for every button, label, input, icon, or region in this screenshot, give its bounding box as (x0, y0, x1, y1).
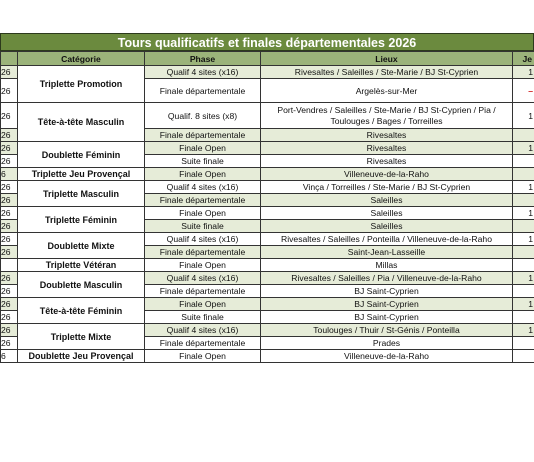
date-cell: 26 (1, 129, 18, 142)
venue-cell: Saint-Jean-Lasseille (261, 246, 513, 259)
phase-cell: Finale Open (145, 142, 261, 155)
phase-cell: Finale Open (145, 350, 261, 363)
venue-cell: BJ Saint-Cyprien (261, 298, 513, 311)
phase-cell: Finale départementale (145, 337, 261, 350)
venue-cell: Rivesaltes / Saleilles / Ponteilla / Villeneuve-de-la-Raho (261, 233, 513, 246)
phase-cell: Finale Open (145, 298, 261, 311)
jeu-cell (513, 259, 534, 272)
venue-cell: Vinça / Torreilles / Ste-Marie / BJ St-Cyprien (261, 181, 513, 194)
phase-cell: Finale Open (145, 207, 261, 220)
header-categorie: Catégorie (18, 52, 145, 66)
date-cell: 26 (1, 79, 18, 103)
venue-cell: Villeneuve-de-la-Raho (261, 350, 513, 363)
date-cell: 26 (1, 233, 18, 246)
jeu-cell (513, 311, 534, 324)
phase-cell: Qualif 4 sites (x16) (145, 181, 261, 194)
category-cell: Doublette Masculin (18, 272, 145, 298)
category-cell: Triplette Jeu Provençal (18, 168, 145, 181)
date-cell: 26 (1, 103, 18, 129)
date-cell: 26 (1, 246, 18, 259)
category-cell: Triplette Féminin (18, 207, 145, 233)
date-cell: 26 (1, 181, 18, 194)
phase-cell: Qualif 4 sites (x16) (145, 66, 261, 79)
table-row (1, 168, 534, 181)
phase-cell: Finale départementale (145, 194, 261, 207)
venue-cell: Saleilles (261, 194, 513, 207)
jeu-cell: 1 (513, 207, 534, 220)
date-cell: 26 (1, 272, 18, 285)
venue-cell: Toulouges / Thuir / St-Génis / Ponteilla (261, 324, 513, 337)
jeu-cell (513, 168, 534, 181)
header-phase: Phase (145, 52, 261, 66)
table-row (1, 324, 534, 337)
jeu-cell: – (513, 79, 534, 103)
category-cell: Tête-à-tête Féminin (18, 298, 145, 324)
phase-cell: Qualif 4 sites (x16) (145, 272, 261, 285)
jeu-cell: 1 (513, 233, 534, 246)
phase-cell: Finale Open (145, 168, 261, 181)
table-row (1, 298, 534, 311)
jeu-cell: 1 (513, 324, 534, 337)
venue-cell: Prades (261, 337, 513, 350)
table-row (1, 142, 534, 155)
table-row (1, 207, 534, 220)
phase-cell: Qualif 4 sites (x16) (145, 324, 261, 337)
date-cell: 26 (1, 207, 18, 220)
date-cell: 6 (1, 168, 18, 181)
jeu-cell (513, 129, 534, 142)
venue-cell: Rivesaltes (261, 129, 513, 142)
category-cell: Triplette Promotion (18, 66, 145, 103)
date-cell (1, 259, 18, 272)
category-cell: Doublette Mixte (18, 233, 145, 259)
venue-cell: Rivesaltes (261, 142, 513, 155)
table-row (1, 272, 534, 285)
header-jeu: Je (513, 52, 534, 66)
schedule-sheet (0, 33, 534, 363)
phase-cell: Suite finale (145, 220, 261, 233)
date-cell: 6 (1, 350, 18, 363)
jeu-cell (513, 155, 534, 168)
header-row (1, 52, 534, 66)
category-cell: Triplette Masculin (18, 181, 145, 207)
category-cell: Triplette Vétéran (18, 259, 145, 272)
date-cell: 26 (1, 311, 18, 324)
date-cell: 26 (1, 298, 18, 311)
table-row (1, 350, 534, 363)
date-cell: 26 (1, 155, 18, 168)
category-cell: Doublette Féminin (18, 142, 145, 168)
phase-cell: Finale départementale (145, 129, 261, 142)
jeu-cell (513, 194, 534, 207)
schedule-body (1, 66, 534, 363)
venue-cell: Villeneuve-de-la-Raho (261, 168, 513, 181)
category-cell: Triplette Mixte (18, 324, 145, 350)
jeu-cell (513, 285, 534, 298)
category-cell: Tête-à-tête Masculin (18, 103, 145, 142)
category-cell: Doublette Jeu Provençal (18, 350, 145, 363)
venue-cell: Port-Vendres / Saleilles / Ste-Marie / BJ St-Cyprien / Pia / Toulouges / Bages / Torreilles (261, 103, 513, 129)
date-cell: 26 (1, 194, 18, 207)
phase-cell: Suite finale (145, 155, 261, 168)
venue-cell: Rivesaltes / Saleilles / Pia / Villeneuve-de-la-Raho (261, 272, 513, 285)
table-row (1, 259, 534, 272)
venue-cell: Saleilles (261, 207, 513, 220)
table-row (1, 233, 534, 246)
phase-cell: Finale départementale (145, 246, 261, 259)
venue-cell: BJ Saint-Cyprien (261, 285, 513, 298)
date-cell: 26 (1, 324, 18, 337)
phase-cell: Finale départementale (145, 285, 261, 298)
jeu-cell: 1 (513, 66, 534, 79)
jeu-cell (513, 337, 534, 350)
venue-cell: Argelès-sur-Mer (261, 79, 513, 103)
sheet-title: Tours qualificatifs et finales départementales 2026 (0, 33, 534, 51)
jeu-cell: 1 (513, 103, 534, 129)
venue-cell: Rivesaltes (261, 155, 513, 168)
jeu-cell: 1 (513, 272, 534, 285)
header-date (1, 52, 18, 66)
date-cell: 26 (1, 220, 18, 233)
date-cell: 26 (1, 142, 18, 155)
table-row (1, 103, 534, 129)
date-cell: 26 (1, 337, 18, 350)
phase-cell: Finale départementale (145, 79, 261, 103)
schedule-table (0, 51, 534, 363)
table-row (1, 181, 534, 194)
venue-cell: Saleilles (261, 220, 513, 233)
phase-cell: Qualif. 8 sites (x8) (145, 103, 261, 129)
jeu-cell (513, 350, 534, 363)
venue-cell: Rivesaltes / Saleilles / Ste-Marie / BJ St-Cyprien (261, 66, 513, 79)
jeu-cell: 1 (513, 181, 534, 194)
jeu-cell (513, 220, 534, 233)
date-cell: 26 (1, 285, 18, 298)
venue-cell: BJ Saint-Cyprien (261, 311, 513, 324)
phase-cell: Qualif 4 sites (x16) (145, 233, 261, 246)
venue-cell: Millas (261, 259, 513, 272)
jeu-cell (513, 246, 534, 259)
phase-cell: Finale Open (145, 259, 261, 272)
table-row (1, 66, 534, 79)
date-cell: 26 (1, 66, 18, 79)
jeu-cell: 1 (513, 142, 534, 155)
jeu-cell: 1 (513, 298, 534, 311)
header-lieux: Lieux (261, 52, 513, 66)
phase-cell: Suite finale (145, 311, 261, 324)
